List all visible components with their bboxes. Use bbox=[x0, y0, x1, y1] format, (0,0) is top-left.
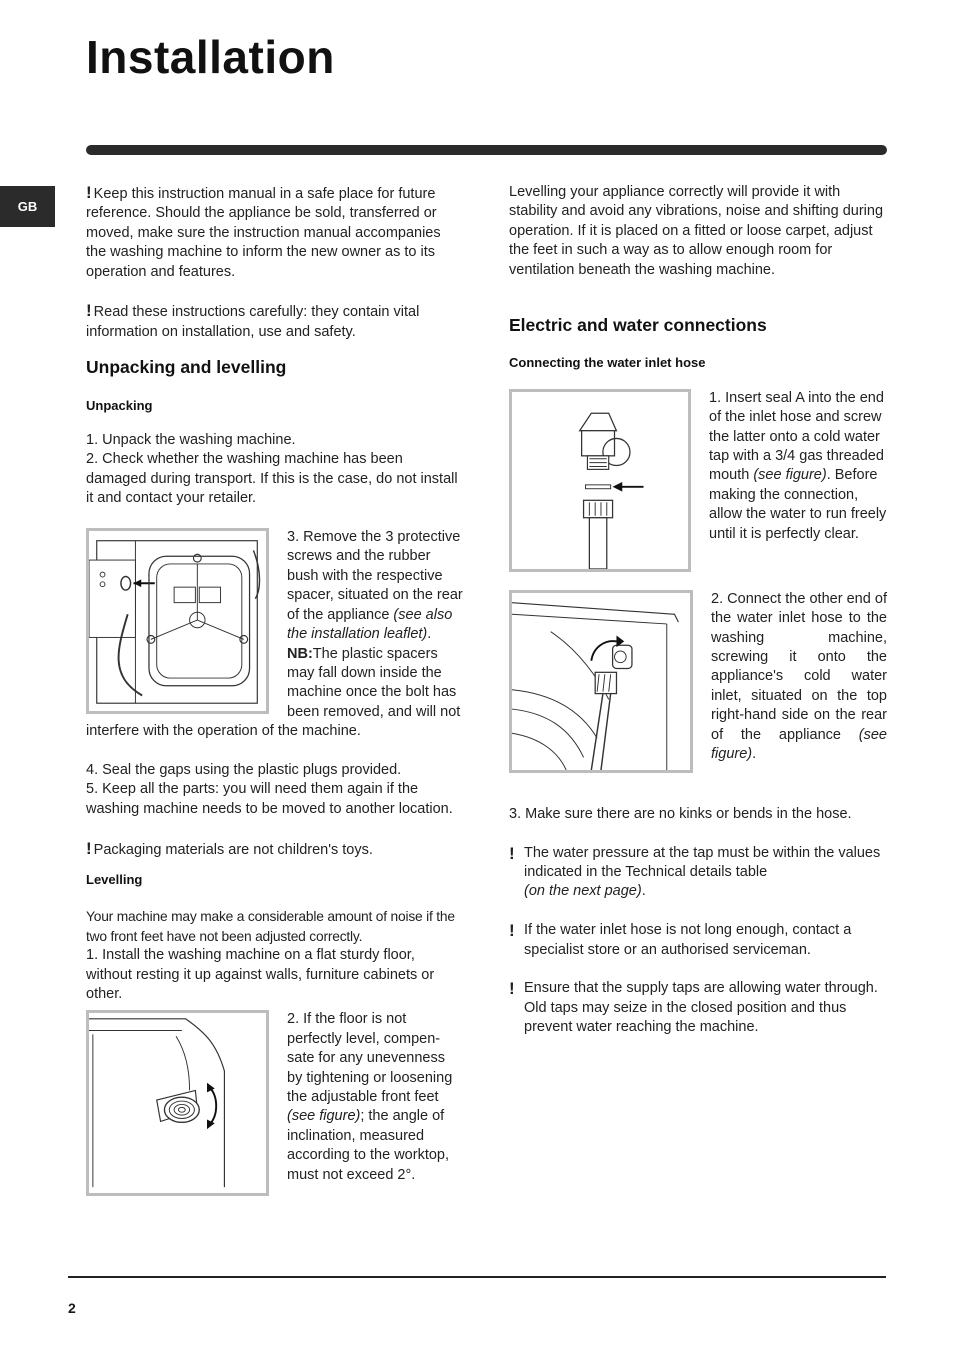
front-foot-illustration bbox=[89, 1013, 266, 1193]
rear-panel-illustration bbox=[89, 531, 266, 711]
page-title: Installation bbox=[86, 31, 335, 83]
warning-mark: ! bbox=[509, 979, 515, 999]
left-column bbox=[86, 183, 464, 1200]
warning-mark: ! bbox=[86, 183, 92, 202]
figure-rear-screws bbox=[86, 528, 269, 714]
warning-mark: ! bbox=[509, 843, 515, 863]
levelling-step-1: 1. Install the washing machine on a flat sturdy floor, without resting it up against walls, furniture cabinets or other. bbox=[86, 947, 435, 1002]
title-divider bbox=[86, 145, 887, 155]
levelling-intro: Your machine may make a considerable amount of noise if the two front feet have not been adjusted correctly. bbox=[86, 909, 455, 944]
note-keep-manual: ! Keep this instruction manual in a safe place for future reference. Should the appliance be sold, transferred or moved, make sure the instruction manual accompanies the washing machine to inform the new owner as to its operation and features. bbox=[86, 183, 441, 280]
language-tab: GB bbox=[0, 186, 55, 227]
inlet-step-2: 2. Connect the other end of the water inlet hose to the washing machine, screwing it onto the appliance's cold water inlet, situated on the top right-hand side on the rear of the appliance (see figure). bbox=[711, 590, 887, 763]
heading-levelling: Levelling bbox=[86, 871, 143, 887]
figure-tap-connection bbox=[509, 389, 691, 572]
levelling-continued: Levelling your appliance correctly will provide it with stability and avoid any vibrations, noise and shifting during operation. If it is placed on a fitted or loose carpet, adjust the feet in such a way as to allow enough room for ventilation beneath the washing machine. bbox=[509, 184, 884, 278]
page-number: 2 bbox=[68, 1300, 76, 1316]
tap-seal-illustration bbox=[512, 392, 688, 569]
note-packaging: ! Packaging materials are not children's toys. bbox=[86, 838, 373, 858]
unpack-step-2: 2. Check whether the washing machine has been damaged during transport. If this is the case, do not install it and contact your retailer. bbox=[86, 451, 458, 507]
machine-inlet-illustration bbox=[512, 593, 690, 770]
unpack-step-3: 3. Remove the 3 protective screws and the rubber bush with the respective spacer, situated on the rear of the appliance (see also the installation leaflet). NB:The plastic spacers may fall down inside the machine once the bolt has been removed, and will not interfere with the operation of the machine. bbox=[86, 529, 463, 740]
warning-mark: ! bbox=[86, 301, 92, 321]
figure-front-feet bbox=[86, 1010, 269, 1196]
inlet-step-3: 3. Make sure there are no kinks or bends in the hose. bbox=[509, 805, 852, 822]
note-hose-length: ! If the water inlet hose is not long enough, contact a specialist store or an authorised serviceman. bbox=[509, 921, 887, 960]
levelling-step-2: 2. If the floor is not perfectly level, compen-sate for any unevenness by tightening or loosening the adjustable front feet (see figure); the angle of inclination, measured according to the worktop, must not exceed 2°. bbox=[287, 1011, 453, 1183]
unpack-step-5: 5. Keep all the parts: you will need them again if the washing machine needs to be moved to another location. bbox=[86, 781, 453, 817]
heading-unpacking-levelling: Unpacking and levelling bbox=[86, 357, 287, 378]
figure-machine-inlet bbox=[509, 590, 693, 773]
heading-electric-water: Electric and water connections bbox=[509, 315, 767, 336]
warning-mark: ! bbox=[86, 838, 92, 858]
unpack-step-4: 4. Seal the gaps using the plastic plugs provided. bbox=[86, 761, 402, 778]
note-supply-taps: ! Ensure that the supply taps are allowing water through. Old taps may seize in the closed position and thus prevent water reaching the machine. bbox=[509, 979, 887, 1037]
inlet-step-1: 1. Insert seal A into the end of the inlet hose and screw the latter onto a cold water tap with a 3/4 gas threaded mouth (see figure). Before making the connection, allow the water to run freely until it is perfectly clear. bbox=[709, 389, 887, 542]
warning-mark: ! bbox=[509, 921, 515, 941]
note-water-pressure: ! The water pressure at the tap must be within the values indicated in the Technical details table (on the next page). bbox=[509, 844, 887, 902]
note-read-instructions: ! Read these instructions carefully: they contain vital information on installation, use and safety. bbox=[86, 301, 420, 340]
right-column bbox=[509, 183, 887, 1038]
heading-inlet-hose: Connecting the water inlet hose bbox=[509, 355, 706, 371]
unpack-step-1: 1. Unpack the washing machine. bbox=[86, 432, 296, 449]
heading-unpacking: Unpacking bbox=[86, 397, 153, 413]
footer-divider bbox=[68, 1276, 886, 1278]
